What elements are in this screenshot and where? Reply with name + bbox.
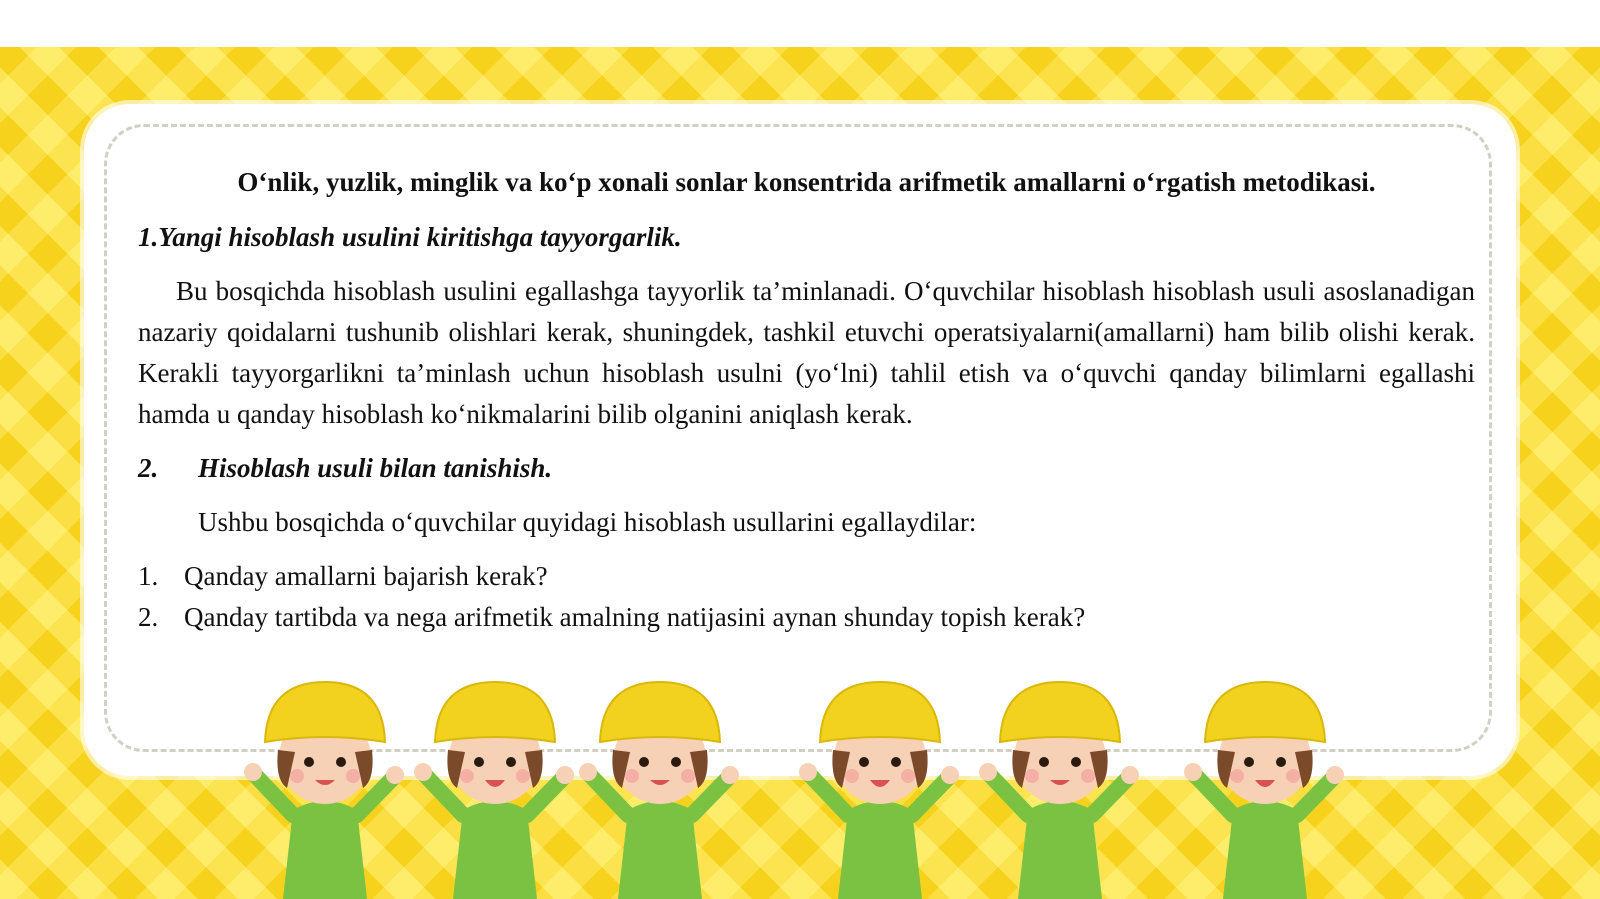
list-item-text: Qanday tartibda va nega arifmetik amalning natijasini aynan shunday topish kerak? [184, 602, 1086, 632]
children-illustration [220, 680, 1400, 899]
child-figure [414, 682, 574, 899]
list-item-text: Qanday amallarni bajarish kerak? [184, 561, 548, 591]
section-1-paragraph: Bu bosqichda hisoblash usulini egallashga tayyorlik ta’minlanadi. O‘quvchilar hisoblash hisoblash usuli asoslanadigan nazariy qoidalarni tushunib olishlari kerak, shuningdek, tashkil etuvchi operatsiyalarni(amallarni) ham bilib olishi kerak. Kerakli tayyorgarlikni ta’minlash uchun hisoblash usulni (yo‘lni) tahlil etish va o‘quvchi qanday bilimlarni egallashi hamda u qanday hisoblash ko‘nikmalarini bilib olganini aniqlash kerak. [138, 276, 1475, 429]
child-figure [244, 682, 404, 899]
document-content [138, 162, 1475, 638]
list-item [138, 597, 1475, 638]
child-figure [799, 682, 959, 899]
section-1-heading: 1.Yangi hisoblash usulini kiritishga tayyorgarlik. [138, 222, 682, 252]
section-2-heading [138, 448, 1475, 489]
child-figure [1184, 682, 1344, 899]
section-2-paragraph: Ushbu bosqichda o‘quvchilar quyidagi hisoblash usullarini egallaydilar: [198, 507, 977, 537]
document-title: O‘nlik, yuzlik, minglik va ko‘p xonali sonlar konsentrida arifmetik amallarni o‘rgatish metodikasi. [237, 167, 1376, 197]
list-item-number: 1. [138, 561, 159, 591]
list-item-number: 2. [138, 602, 159, 632]
list-item [138, 556, 1475, 597]
child-figure [579, 682, 739, 899]
child-figure [979, 682, 1139, 899]
section-2-number: 2. [138, 453, 159, 483]
top-white-strip [0, 0, 1600, 47]
section-2-heading-text: Hisoblash usuli bilan tanishish. [198, 453, 553, 483]
